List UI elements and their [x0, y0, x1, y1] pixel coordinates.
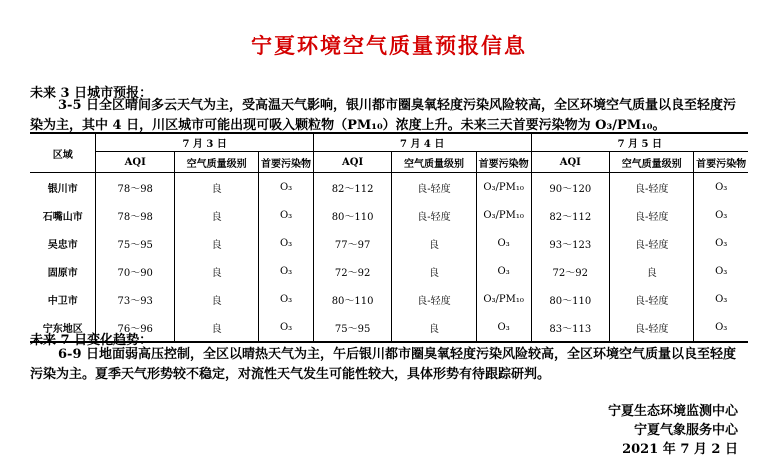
- pollutant-header: 首要污染物: [694, 152, 748, 173]
- aqi-header: AQI: [96, 152, 174, 173]
- pollutant-cell: O₃: [259, 201, 314, 229]
- signature-block: [608, 400, 738, 457]
- pollutant-cell: O₃: [694, 285, 748, 313]
- level-cell: 良-轻度: [610, 201, 694, 229]
- forecast3-paragraph: [30, 96, 748, 136]
- region-cell: 中卫市: [47, 295, 78, 307]
- pollutant-cell: O₃: [259, 257, 314, 285]
- aqi-cell: 80～110: [313, 201, 391, 229]
- aqi-cell: 72～92: [313, 257, 391, 285]
- level-cell: 良-轻度: [392, 201, 476, 229]
- aqi-cell: 82～112: [531, 201, 609, 229]
- region-cell: 石嘴山市: [42, 211, 83, 223]
- level-cell: 良: [392, 257, 476, 285]
- pollutant-cell: O₃/PM₁₀: [476, 285, 531, 313]
- pollutant-cell: O₃: [694, 257, 748, 285]
- aqi-cell: 93～123: [531, 229, 609, 257]
- pollutant-cell: O₃: [694, 201, 748, 229]
- aqi-cell: 78～98: [96, 173, 174, 202]
- aqi-cell: 70～90: [96, 257, 174, 285]
- signature-org-1: 宁夏生态环境监测中心: [607, 404, 738, 419]
- region-cell: 宁东地区: [30, 313, 96, 342]
- trend7-paragraph: [30, 345, 748, 385]
- level-header: 空气质量级别: [610, 152, 694, 173]
- trend7-line1: 6-9 日地面弱高压控制，全区以晴热天气为主，午后银川都市圈臭氧轻度污染风险较高，全区环境空气质量以良至轻度: [58, 347, 737, 362]
- aqi-cell: 78～98: [96, 201, 174, 229]
- level-cell: 良: [174, 313, 258, 342]
- aqi-cell: 75～95: [96, 229, 174, 257]
- table-row: [30, 201, 748, 229]
- pollutant-header: 首要污染物: [259, 152, 314, 173]
- page-title: 宁夏环境空气质量预报信息: [251, 33, 527, 58]
- air-quality-table: [30, 132, 748, 343]
- table-row: [30, 229, 748, 257]
- aqi-header: AQI: [313, 152, 391, 173]
- aqi-header: AQI: [531, 152, 609, 173]
- level-cell: 良: [174, 257, 258, 285]
- aqi-cell: 75～95: [313, 313, 391, 342]
- aqi-cell: 83～113: [531, 313, 609, 342]
- pollutant-cell: O₃/PM₁₀: [476, 173, 531, 202]
- level-cell: 良: [392, 313, 476, 342]
- forecast3-heading: 未来 3 日城市预报：: [30, 86, 153, 101]
- region-cell: 吴忠市: [47, 239, 78, 251]
- level-cell: 良-轻度: [392, 173, 476, 202]
- level-cell: 良: [174, 201, 258, 229]
- level-cell: 良: [610, 257, 694, 285]
- pollutant-cell: O₃: [694, 313, 748, 342]
- aqi-cell: 80～110: [531, 285, 609, 313]
- level-cell: 良-轻度: [610, 173, 694, 202]
- day-header-3: 7 月 5 日: [531, 133, 748, 152]
- aqi-cell: 82～112: [313, 173, 391, 202]
- pollutant-cell: O₃: [476, 257, 531, 285]
- table-row: [30, 173, 748, 202]
- aqi-cell: 77～97: [313, 229, 391, 257]
- pollutant-cell: O₃: [476, 229, 531, 257]
- pollutant-cell: O₃: [259, 173, 314, 202]
- level-cell: 良-轻度: [610, 229, 694, 257]
- pollutant-cell: O₃: [694, 229, 748, 257]
- trend7-line2: 污染为主。夏季天气形势较不稳定，对流性天气发生可能性较大，具体形势有待跟踪研判。: [30, 367, 551, 382]
- aqi-cell: 90～120: [531, 173, 609, 202]
- day-header-1: 7 月 3 日: [96, 133, 313, 152]
- level-cell: 良-轻度: [610, 285, 694, 313]
- forecast3-line1: 3-5 日全区晴间多云天气为主，受高温天气影响，银川都市圈臭氧轻度污染风险较高，全区环境空气质量以良至轻度污: [58, 98, 737, 113]
- signature-org-2: 宁夏气象服务中心: [633, 423, 738, 438]
- pollutant-cell: O₃: [259, 229, 314, 257]
- region-cell: 银川市: [47, 183, 78, 195]
- pollutant-header: 首要污染物: [476, 152, 531, 173]
- signature-date: 2021 年 7 月 2 日: [622, 442, 738, 457]
- level-cell: 良-轻度: [610, 313, 694, 342]
- pollutant-cell: O₃: [259, 285, 314, 313]
- region-header: 区域: [30, 133, 96, 173]
- pollutant-cell: O₃: [476, 313, 531, 342]
- aqi-cell: 76～96: [96, 313, 174, 342]
- pollutant-cell: O₃/PM₁₀: [476, 201, 531, 229]
- table-row: [30, 257, 748, 285]
- region-cell: 固原市: [47, 267, 78, 279]
- level-header: 空气质量级别: [392, 152, 476, 173]
- trend7-heading: 未来 7 日变化趋势：: [30, 333, 153, 348]
- forecast3-line2: 染为主，其中 4 日，川区城市可能出现可吸入颗粒物（PM₁₀）浓度上升。未来三天首要污染物为 O₃/PM₁₀。: [30, 118, 666, 133]
- pollutant-cell: O₃: [694, 173, 748, 202]
- aqi-cell: 73～93: [96, 285, 174, 313]
- level-cell: 良-轻度: [392, 285, 476, 313]
- day-header-2: 7 月 4 日: [313, 133, 531, 152]
- pollutant-cell: O₃: [259, 313, 314, 342]
- level-header: 空气质量级别: [174, 152, 258, 173]
- level-cell: 良: [392, 229, 476, 257]
- level-cell: 良: [174, 173, 258, 202]
- table-body: [30, 173, 748, 343]
- level-cell: 良: [174, 285, 258, 313]
- aqi-cell: 80～110: [313, 285, 391, 313]
- level-cell: 良: [174, 229, 258, 257]
- table-row: [30, 285, 748, 313]
- aqi-cell: 72～92: [531, 257, 609, 285]
